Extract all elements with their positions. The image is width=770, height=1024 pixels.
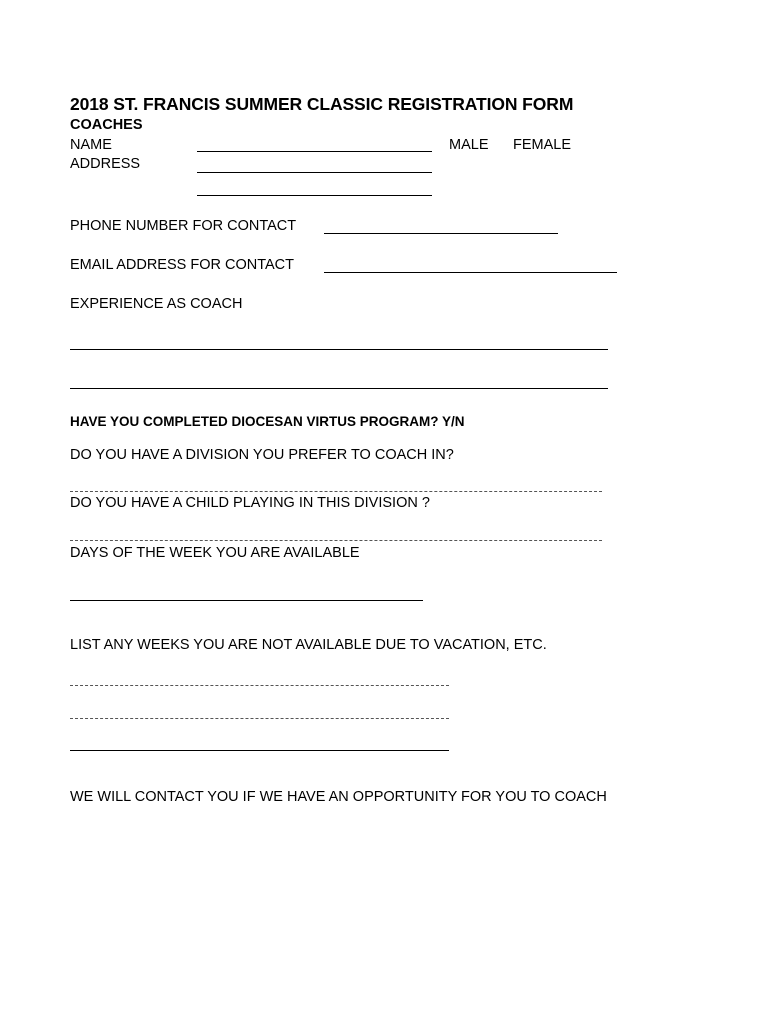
division-question: DO YOU HAVE A DIVISION YOU PREFER TO COACH IN? [70, 447, 454, 463]
phone-field[interactable] [324, 233, 558, 234]
form-title: 2018 ST. FRANCIS SUMMER CLASSIC REGISTRATION FORM [70, 94, 574, 114]
virtus-question: HAVE YOU COMPLETED DIOCESAN VIRTUS PROGRAM? Y/N [70, 414, 465, 429]
name-label: NAME [70, 137, 112, 153]
experience-label: EXPERIENCE AS COACH [70, 296, 243, 312]
address-label: ADDRESS [70, 156, 141, 172]
female-option[interactable]: FEMALE [513, 137, 572, 153]
experience-field-line-2[interactable] [70, 388, 608, 389]
phone-label: PHONE NUMBER FOR CONTACT [70, 218, 297, 234]
division-answer-line[interactable] [70, 491, 602, 492]
address-field-line-2[interactable] [197, 195, 432, 196]
name-field[interactable] [197, 151, 432, 152]
weeks-field-line-3[interactable] [70, 750, 449, 751]
closing-note: WE WILL CONTACT YOU IF WE HAVE AN OPPORTUNITY FOR YOU TO COACH [70, 789, 607, 805]
weeks-unavailable-label: LIST ANY WEEKS YOU ARE NOT AVAILABLE DUE TO VACATION, ETC. [70, 637, 547, 653]
child-question: DO YOU HAVE A CHILD PLAYING IN THIS DIVISION ? [70, 495, 430, 511]
address-field-line-1[interactable] [197, 172, 432, 173]
male-option[interactable]: MALE [449, 137, 489, 153]
weeks-field-line-2[interactable] [70, 718, 449, 719]
child-answer-line[interactable] [70, 540, 602, 541]
days-available-field[interactable] [70, 600, 423, 601]
experience-field-line-1[interactable] [70, 349, 608, 350]
email-field[interactable] [324, 272, 617, 273]
weeks-field-line-1[interactable] [70, 685, 449, 686]
section-heading-coaches: COACHES [70, 117, 143, 133]
days-available-label: DAYS OF THE WEEK YOU ARE AVAILABLE [70, 545, 360, 561]
email-label: EMAIL ADDRESS FOR CONTACT [70, 257, 294, 273]
